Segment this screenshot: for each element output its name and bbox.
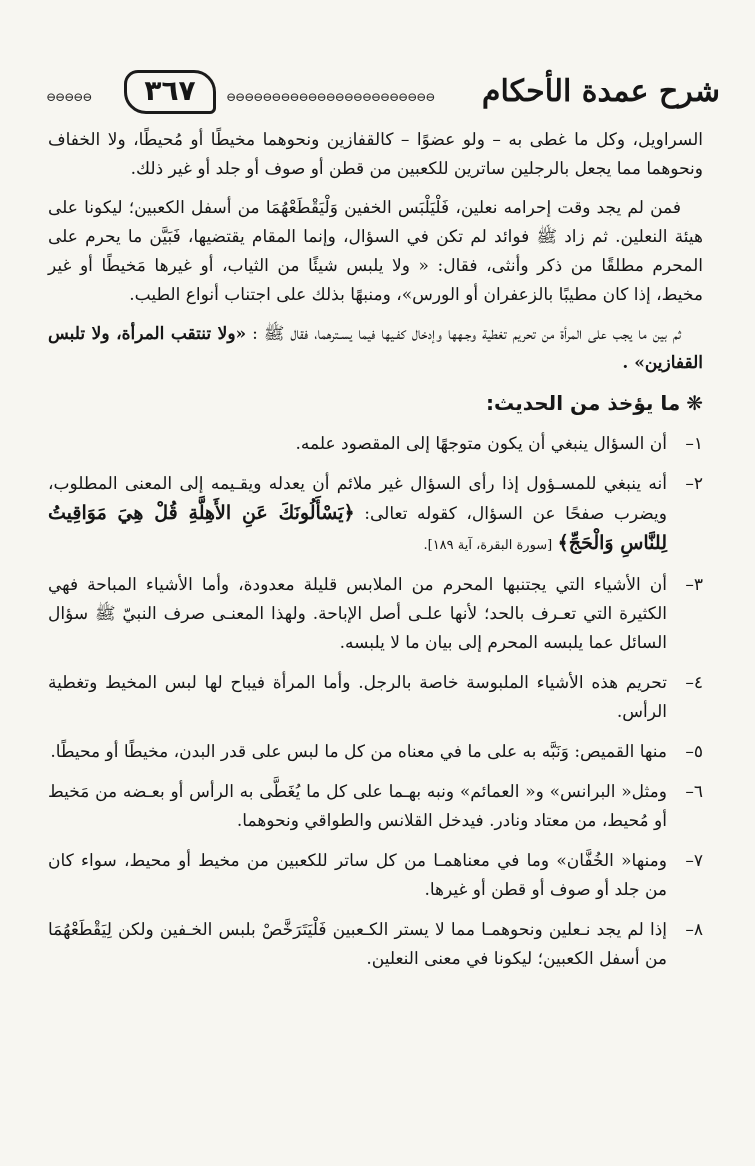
hadith-quote: «ولا تنتقب المرأة، ولا تلبس القفازين» . [48,324,703,373]
item-text: أنه ينبغي للمسـؤول إذا رأى السؤال غير ملائم أن يعدله ويقـيمه إلى المعنى المطلوب، ويضرب صفحًا عن السؤال، كقوله تعالى: [48,474,667,524]
list-item [48,430,703,459]
item-number: ٢– [685,474,703,494]
item-number: ٣– [685,575,703,595]
star-icon: ❋ [686,391,703,415]
list-item [48,738,703,767]
quran-verse: ﴿يَسْأَلُونَكَ عَنِ الأَهِلَّةِ قُلْ هِيَ مَوَاقِيتُ لِلنَّاسِ وَالْحَجِّ﴾ [48,502,667,554]
item-number: ٨– [685,920,703,940]
verse-reference: [سورة البقرة، آية ١٨٩]. [423,538,553,553]
item-number: ٤– [685,673,703,693]
list-item [48,470,703,560]
section-heading-text: ما يؤخذ من الحديث: [486,391,681,415]
item-text: تحريم هذه الأشياء الملبوسة خاصة بالرجل. وأما المرأة فيباح لها لبس المخيط وتغطية الرأس. [48,673,667,722]
item-text: ومنها« الخُفَّان» وما في معناهمـا من كل ساتر للكعبين من مخيط أو محيط، سواء كان من جلد أو صوف أو قطن أو غيرها. [48,851,667,900]
item-number: ٦– [685,782,703,802]
item-text: ومثل« البرانس» و« العمائم» ونبه بهـما على كل ما يُغَطَّى به الرأس أو بعـضه من مَخيط أو مُحيط، من معتاد ونادر. فيدخل القلانس والطواقي ونحوهما. [48,782,667,831]
page-header [40,70,720,120]
book-title: شرح عمدة الأحكام [481,74,720,109]
points-list [48,430,703,974]
header-ornament-short: ⊖⊖⊖⊖⊖ [46,90,92,104]
paragraph [48,320,703,378]
list-item [48,669,703,727]
item-text: أن الأشياء التي يجتنبها المحرم من الملابس قليلة معدودة، وأما الأشياء المباحة فهي الكثيرة التي تعـرف بالحد؛ لأنها علـى أصل الإباحة. ولهذا المعنـى صرف النبيّ ﷺ سؤال السائل عما يلبسه المحرم إلى بيان ما لا يلبسه. [48,575,667,653]
section-heading [48,388,703,418]
list-item [48,916,703,974]
list-item [48,778,703,836]
header-ornament-long: ⊖⊖⊖⊖⊖⊖⊖⊖⊖⊖⊖⊖⊖⊖⊖⊖⊖⊖⊖⊖⊖⊖⊖ [226,90,435,104]
page-number: ٣٦٧ [124,70,216,114]
paragraph: السراويل، وكل ما غطى به – ولو عضوًا – كالقفازين ونحوهما مخيطًا أو مُحيطًا، ولا الخفاف ونحوهما مما يجعل بالرجلين ساترين للكعبين من قطن أو صوف أو جلد أو غير ذلك. [48,130,703,179]
item-text: أن السؤال ينبغي أن يكون متوجهًا إلى المقصود علمه. [295,434,667,454]
item-number: ٧– [685,851,703,871]
item-text: إذا لم يجد نـعلين ونحوهمـا مما لا يستر الكـعبين فَلْيَتَرَخَّصْ بلبس الخـفين ولكن لِيَقْطَعْهُمَا من أسفل الكعبين؛ ليكونا في معنى النعلين. [48,920,667,969]
item-number: ١– [685,434,703,454]
paragraph: فمن لم يجد وقت إحرامه نعلين، فَلْيَلْبَس الخفين وَلْيَقْطَعْهُمَا من أسفل الكعبين؛ ليكونا على هيئة النعلين. ثم زاد ﷺ فوائد لم تكن في السؤال، وإنما المقام يقتضيها، فَبَيَّن ما يحرم على المحرم مطلقًا من ذكر وأنثى، فقال: « ولا يلبس شيئًا من الثياب، أو غيرها مَخيطًا أو غير مخيط، إذا كان مطيبًا بالزعفران أو الورس»، ومنبهًا بذلك على اجتناب أنواع الطيب. [48,198,703,305]
item-text: منها القميص: وَنَبَّه به على ما في معناه من كل ما لبس على قدر البدن، مخيطًا أو محيطًا. [50,742,667,762]
page-body [48,126,703,985]
item-number: ٥– [685,742,703,762]
paragraph-text: ثم بين ما يجب على المرأة من تحريم تغطية وجـهها وإدخال كفـيها فيما يسـترهما، فقال ﷺ : [252,324,681,344]
list-item [48,847,703,905]
list-item [48,571,703,658]
